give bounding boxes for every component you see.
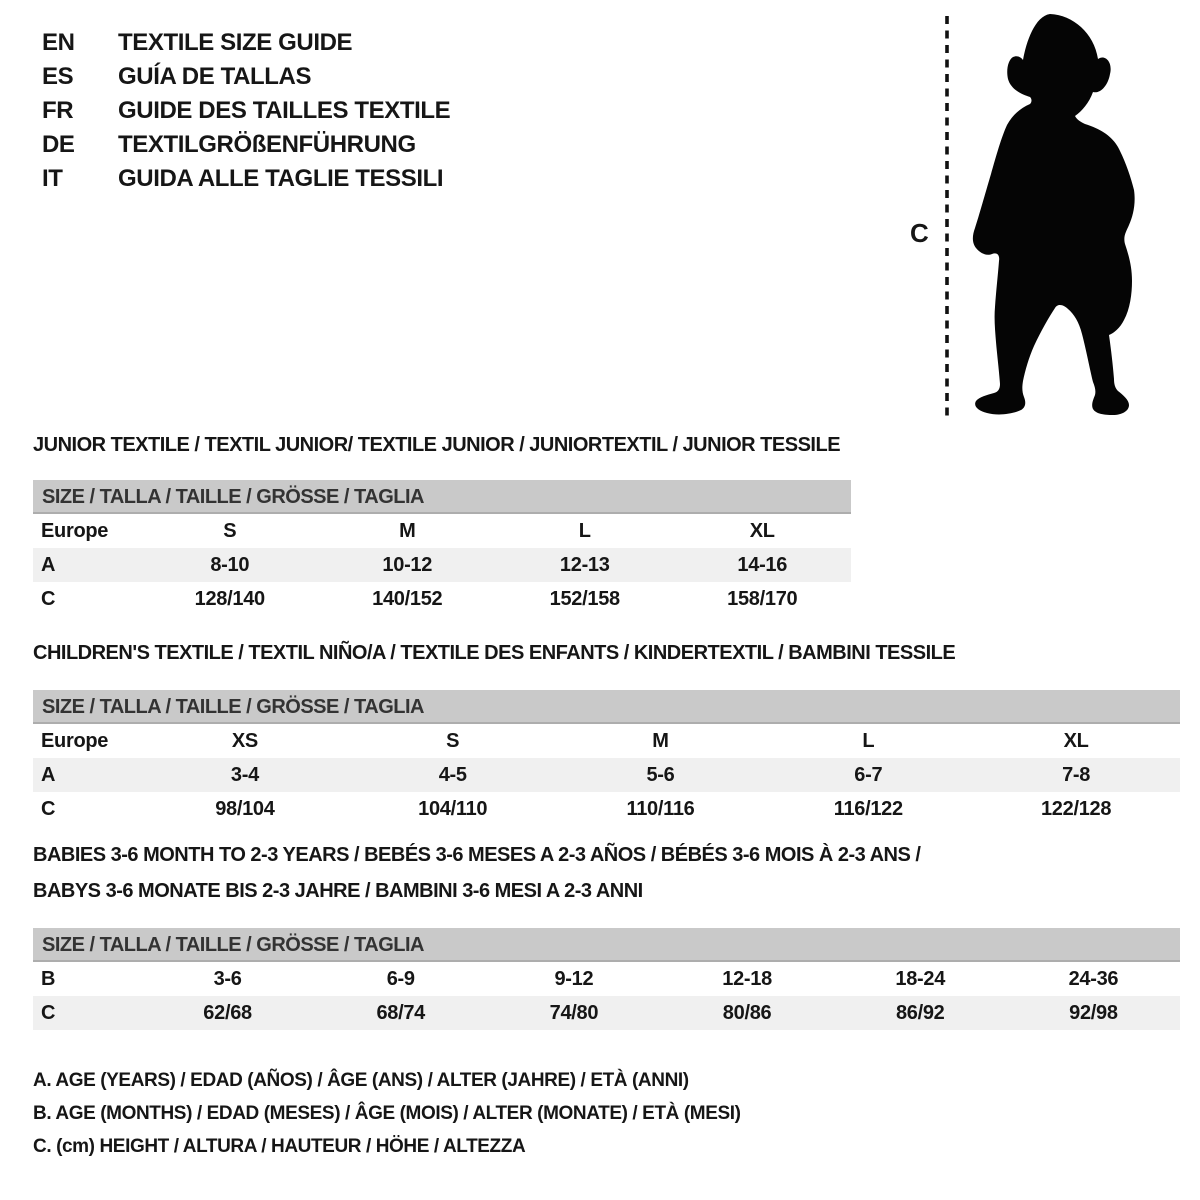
lang-row-de	[42, 128, 450, 162]
row-label: A	[41, 553, 56, 576]
size-cell: L	[578, 519, 591, 542]
row-label: Europe	[41, 519, 109, 542]
legend-line-b: B. AGE (MONTHS) / EDAD (MESES) / ÂGE (MOIS) / ALTER (MONATE) / ETÀ (MESI)	[33, 1103, 741, 1124]
row-label: C	[41, 797, 56, 820]
age-cell: 18-24	[895, 967, 946, 990]
age-cell: 3-6	[213, 967, 242, 990]
age-cell: 10-12	[382, 553, 433, 576]
age-cell: 5-6	[646, 763, 675, 786]
toddler-silhouette-image	[963, 4, 1141, 418]
age-cell: 7-8	[1062, 763, 1091, 786]
height-cell: 158/170	[727, 587, 798, 610]
age-cell: 6-7	[854, 763, 883, 786]
size-cell: L	[862, 729, 875, 752]
guide-title: TEXTILGRÖßENFÜHRUNG	[118, 131, 416, 158]
table-row	[33, 792, 1180, 826]
age-cell: 3-4	[230, 763, 259, 786]
legend-line-c: C. (cm) HEIGHT / ALTURA / HAUTEUR / HÖHE / ALTEZZA	[33, 1136, 526, 1157]
row-label: Europe	[41, 729, 109, 752]
height-cell: 68/74	[376, 1001, 426, 1024]
height-cell: 92/98	[1069, 1001, 1118, 1024]
children-section-title: CHILDREN'S TEXTILE / TEXTIL NIÑO/A / TEXTILE DES ENFANTS / KINDERTEXTIL / BAMBINI TESSILE	[33, 642, 956, 664]
table-row	[33, 724, 1180, 758]
lang-row-it	[42, 162, 450, 196]
lang-code: DE	[42, 131, 75, 158]
height-cell: 74/80	[549, 1001, 599, 1024]
row-label: B	[41, 967, 56, 990]
table-row	[33, 514, 851, 548]
age-cell: 6-9	[386, 967, 415, 990]
size-cell: XS	[231, 729, 258, 752]
guide-title: GUIDE DES TAILLES TEXTILE	[118, 97, 451, 124]
table-row	[33, 582, 851, 616]
junior-size-table	[33, 480, 851, 616]
size-cell: S	[446, 729, 460, 752]
height-cell: 86/92	[895, 1001, 945, 1024]
height-cell: 80/86	[722, 1001, 772, 1024]
table-row	[33, 758, 1180, 792]
height-measure-label: C	[910, 218, 929, 248]
size-cell: XL	[1063, 729, 1089, 752]
legend-line-a: A. AGE (YEARS) / EDAD (AÑOS) / ÂGE (ANS) / ALTER (JAHRE) / ETÀ (ANNI)	[33, 1070, 689, 1091]
height-cell: 152/158	[549, 587, 620, 610]
size-cell: M	[652, 729, 669, 752]
lang-row-en	[42, 26, 450, 60]
age-cell: 4-5	[438, 763, 467, 786]
height-cell: 98/104	[215, 797, 275, 820]
row-label: C	[41, 1001, 56, 1024]
age-cell: 14-16	[737, 553, 788, 576]
size-cell: XL	[749, 519, 775, 542]
height-cell: 116/122	[833, 797, 903, 820]
children-size-table	[33, 690, 1180, 826]
lang-row-fr	[42, 94, 450, 128]
lang-code: EN	[42, 29, 75, 56]
row-label: C	[41, 587, 56, 610]
table-row	[33, 996, 1180, 1030]
legend	[33, 1064, 741, 1163]
babies-size-table	[33, 928, 1180, 1030]
age-cell: 24-36	[1068, 967, 1119, 990]
table-row	[33, 548, 851, 582]
babies-section-title-line1: BABIES 3-6 MONTH TO 2-3 YEARS / BEBÉS 3-6 MESES A 2-3 AÑOS / BÉBÉS 3-6 MOIS À 2-3 ANS /	[33, 844, 921, 866]
lang-code: ES	[42, 63, 74, 90]
row-label: A	[41, 763, 56, 786]
age-cell: 12-18	[722, 967, 772, 990]
language-header	[42, 26, 450, 196]
height-cell: 128/140	[194, 587, 265, 610]
size-header-bar: SIZE / TALLA / TAILLE / GRÖSSE / TAGLIA	[33, 690, 1180, 724]
size-header-bar: SIZE / TALLA / TAILLE / GRÖSSE / TAGLIA	[33, 480, 851, 514]
height-cell: 140/152	[372, 587, 443, 610]
age-cell: 12-13	[559, 553, 610, 576]
guide-title: GUÍA DE TALLAS	[118, 63, 312, 90]
lang-code: IT	[42, 165, 63, 192]
lang-row-es	[42, 60, 450, 94]
size-header-bar: SIZE / TALLA / TAILLE / GRÖSSE / TAGLIA	[33, 928, 1180, 962]
guide-title: GUIDA ALLE TAGLIE TESSILI	[118, 165, 444, 192]
lang-code: FR	[42, 97, 74, 124]
height-cell: 110/116	[626, 797, 695, 820]
junior-section-title: JUNIOR TEXTILE / TEXTIL JUNIOR/ TEXTILE JUNIOR / JUNIORTEXTIL / JUNIOR TESSILE	[33, 434, 841, 456]
height-cell: 122/128	[1040, 797, 1112, 820]
table-row	[33, 962, 1180, 996]
size-cell: S	[223, 519, 237, 542]
babies-section-title-line2: BABYS 3-6 MONATE BIS 2-3 JAHRE / BAMBINI 3-6 MESI A 2-3 ANNI	[33, 880, 643, 902]
height-cell: 104/110	[418, 797, 488, 820]
age-cell: 8-10	[210, 553, 250, 576]
height-cell: 62/68	[203, 1001, 252, 1024]
age-cell: 9-12	[554, 967, 594, 990]
height-measure-dashed-line	[944, 14, 952, 418]
guide-title: TEXTILE SIZE GUIDE	[118, 29, 353, 56]
size-cell: M	[399, 519, 416, 542]
